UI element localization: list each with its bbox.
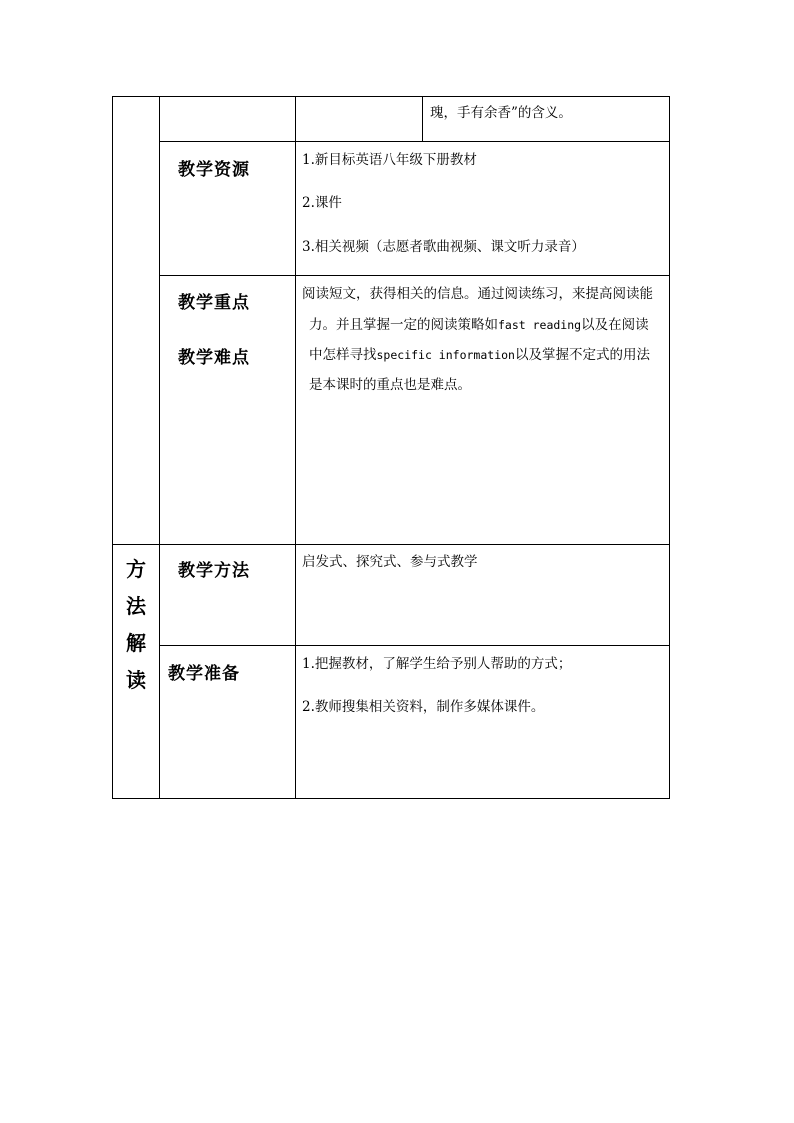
- key-points-text: 力。并且掌握一定的阅读策略如: [309, 317, 498, 333]
- preparation-label-cell: [159, 645, 296, 799]
- key-points-english-term: fast reading: [498, 318, 582, 332]
- difficult-points-label: 教学难点: [178, 348, 250, 368]
- section-column-method: [112, 544, 160, 799]
- resources-item: 2.课件: [302, 195, 342, 211]
- methods-label: 教学方法: [178, 561, 250, 581]
- top-row-content-cell: [422, 96, 670, 142]
- key-points-label: 教学重点: [178, 293, 250, 313]
- resources-item: 1.新目标英语八年级下册教材: [302, 152, 477, 168]
- resources-item: 3.相关视频（志愿者歌曲视频、课文听力录音）: [302, 239, 585, 255]
- key-points-line: [309, 376, 471, 394]
- section-column-upper: [112, 96, 160, 545]
- methods-label-cell: [159, 544, 296, 646]
- resources-content-cell: [295, 141, 670, 276]
- key-points-text: 中怎样寻找: [309, 347, 377, 363]
- key-points-label-cell: [159, 275, 296, 545]
- key-points-english-term: specific information: [376, 348, 515, 362]
- key-points-content-cell: [295, 275, 670, 545]
- methods-text: 启发式、探究式、参与式教学: [302, 554, 478, 570]
- top-row-label-cell: [159, 96, 296, 142]
- key-points-line: [309, 346, 650, 364]
- top-row-text: 瑰，手有余香”的含义。: [430, 105, 572, 121]
- resources-label-cell: [159, 141, 296, 276]
- section-method-char: 读: [126, 668, 146, 692]
- key-points-text: 是本课时的重点也是难点。: [309, 377, 471, 393]
- section-method-char: 方: [126, 557, 146, 581]
- section-method-char: 解: [126, 631, 146, 655]
- preparation-label: 教学准备: [168, 664, 240, 684]
- top-row-mid-cell: [295, 96, 423, 142]
- preparation-item: 2.教师搜集相关资料，制作多媒体课件。: [302, 699, 545, 715]
- section-method-char: 法: [126, 594, 146, 618]
- methods-content-cell: [295, 544, 670, 646]
- preparation-content-cell: [295, 645, 670, 799]
- key-points-line: [309, 316, 649, 334]
- preparation-item: 1.把握教材，了解学生给予别人帮助的方式；: [302, 656, 572, 672]
- resources-label: 教学资源: [178, 160, 250, 180]
- key-points-text: 以及掌握不定式的用法: [514, 347, 650, 363]
- key-points-text: 以及在阅读: [581, 317, 649, 333]
- section-method-label: [113, 551, 159, 699]
- key-points-text: 阅读短文，获得相关的信息。通过阅读练习，来提高阅读能: [302, 286, 653, 302]
- key-points-line: [302, 285, 653, 303]
